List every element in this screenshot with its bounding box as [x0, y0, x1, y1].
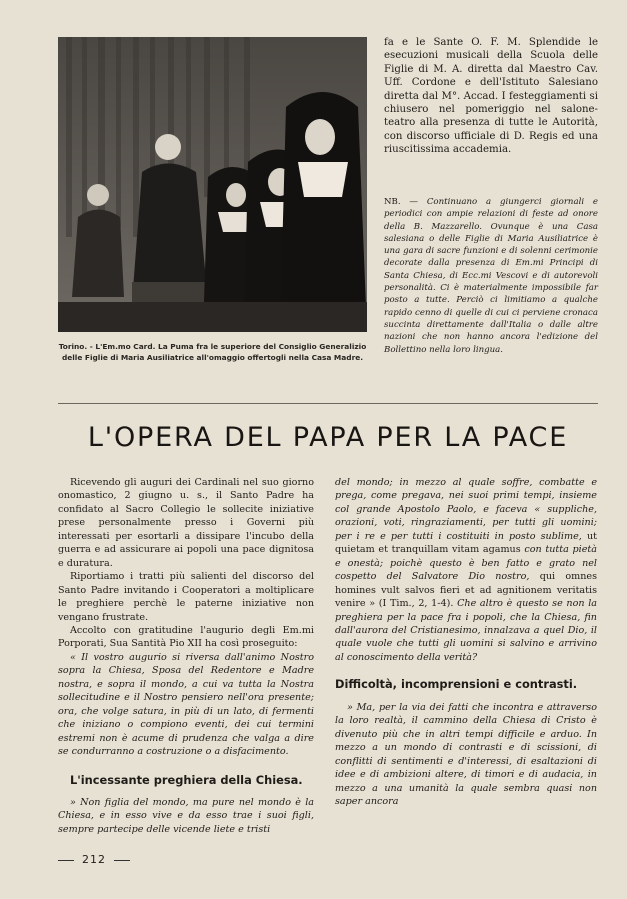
footer-dash: [58, 860, 74, 861]
italic-run: del mondo; in mezzo al quale soffre, combatte e prega, come pregava, nei suoi primi tempi, insieme col grande Apostolo Paolo, e faceva « suppliche, orazioni, voti, ringraziamenti, per tutti gli uomini; per i re e per tutti i costituiti in posto sublime,: [335, 477, 597, 542]
photo-caption: Torino. - L'Em.mo Card. La Puma fra le superiore del Consiglio Generalizio delle Figlie di Maria Ausiliatrice all'omaggio offertogli nella Casa Madre.: [58, 342, 367, 362]
right-column: [335, 476, 597, 808]
nb-text: Continuano a giungerci giornali e periodici con ampie relazioni di feste ad onore della B. Mazzarello. Ovunque è una Casa salesiana o delle Figlie di Maria Ausiliatrice è una gara di sacre funzioni e di solenni cerimonie decorate dalla presenza di Em.mi Principi di Santa Chiesa, di Ecc.mi Vescovi e di autorevoli personalità. Ci è materialmente impossibile far posto a tutte. Perciò ci limitiamo a qualche rapido cenno di quelle di cui ci perviene cronaca succinta direttamente dall'Italia o dalle altre nazioni che non hanno ancora l'edizione del Bollettino nella loro lingua.: [384, 197, 598, 355]
paragraph: Riportiamo i tratti più salienti del discorso del Santo Padre invitando i Cooperatori a moltiplicare le preghiere perchè le paterne iniziative non vengano frustrate.: [58, 571, 314, 623]
section-divider: [58, 403, 598, 404]
subheading: L'incessante preghiera della Chiesa.: [70, 772, 303, 787]
italic-run: Che altro è questo se non la preghiera per la pace fra i popoli, che la Chiesa, fin dall'aurora del Cristianesimo, innalzava a quel Dio, il quale vuole che tutti gli uomini si salvino e arrivino al conoscimento della verità?: [335, 598, 597, 663]
quote-paragraph: » Ma, per la via dei fatti che incontra e attraverso la loro realtà, il cammino della Chiesa di Cristo è divenuto più che in altri tempi difficile e arduo. In mezzo a un mondo di contrasti e di scissioni, di conflitti di sentimenti e d'interessi, di esaltazioni di idee e di ambizioni altere, di timori e di audacia, in mezzo a una umanità la quale sembra quasi non saper ancora: [335, 701, 597, 807]
page-number: 212: [82, 853, 106, 866]
paragraph: Ricevendo gli auguri dei Cardinali nel suo giorno onomastico, 2 giugno u. s., il Santo Padre ha confidato al Sacro Collegio le sollecite iniziative prese personalmente presso i Governi più interessati per esortarli a dissipare l'incubo della guerra e ad assicurare ai popoli una pace dignitosa e duratura.: [58, 477, 314, 569]
quote-paragraph: « Il vostro augurio si riversa dall'animo Nostro sopra la Chiesa, Sposa del Redentore e Madre nostra, e sopra il mondo, a cui va tutta la Nostra sollecitudine e il Nostro pensiero nell'ora presente; ora, che volge satura, in più di un lato, di fermenti che iniziano o compiono eventi, dei cui termini estremi non è acume di prudenza che valga a dire se condurranno a costruzione o a disfacimento.: [58, 651, 314, 758]
latin-run: ut quietam et tranquillam vitam agamus: [335, 530, 597, 556]
left-column: [58, 476, 314, 836]
latin-run: qui omnes homines vult salvos fieri et ad agnitionem veritatis venire » (I Tim., 2, 1-4).: [335, 571, 597, 610]
paragraph: Accolto con gratitudine l'augurio degli Em.mi Porporati, Sua Santità Pio XII ha così proseguito:: [58, 624, 314, 650]
photo: [58, 37, 367, 332]
page-footer: [58, 853, 178, 866]
quote-paragraph: [335, 476, 597, 664]
nb-note: [384, 196, 598, 356]
footer-dash: [114, 860, 130, 861]
article-continuation: fa e le Sante O. F. M. Splendide le esecuzioni musicali della Scuola delle Figlie di M. A. diretta dal Maestro Cav. Uff. Cordone e dell'Istituto Salesiano diretta dal M°. Accad. I festeggiamenti si chiusero nel pomeriggio nel salone-teatro alla presenza di tutte le Autorità, con discorso ufficiale di D. Regis ed una riuscitissima accademia.: [384, 37, 598, 156]
article-headline: L'OPERA DEL PAPA PER LA PACE: [87, 422, 569, 453]
nb-lead: NB. —: [384, 197, 418, 207]
photo-illustration: [58, 37, 367, 332]
quote-paragraph: » Non figlia del mondo, ma pure nel mondo è la Chiesa, e in esso vive e da esso trae i suoi figli, sempre partecipe delle vicende liete e tristi: [58, 796, 314, 835]
italic-run: con tutta pietà e onestà; poichè questo è ben fatto e grato nel cospetto del Salvatore Dio nostro,: [335, 544, 597, 583]
subheading: Difficoltà, incomprensioni e contrasti.: [335, 677, 578, 692]
